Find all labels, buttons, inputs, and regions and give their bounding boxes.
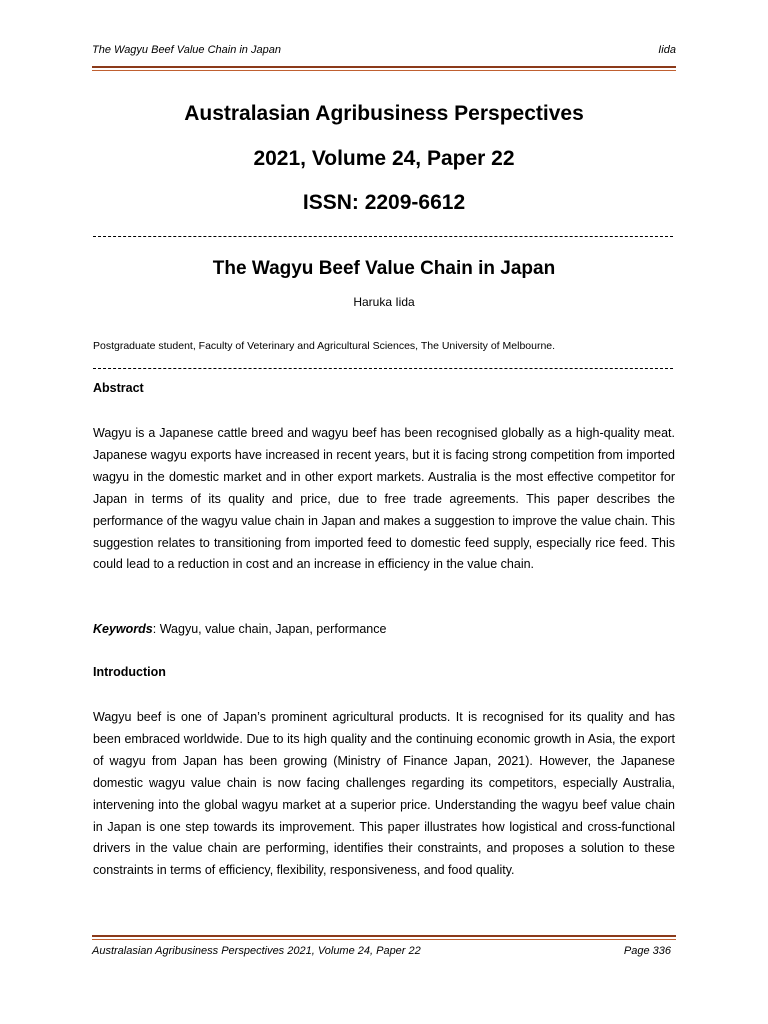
introduction-heading: Introduction (93, 665, 166, 679)
introduction-text: Wagyu beef is one of Japan’s prominent agricultural products. It is recognised for its quality and has been embraced worldwide. Due to its high quality and the continuing economic growth in Asia, the export of wagyu from Japan has been growing (Ministry of Finance Japan, 2021). However, the Japanese domestic wagyu value chain is now facing challenges regarding its competitors, especially Australia, intervening into the global wagyu market at a superior price. Understanding the wagyu beef value chain in Japan is one step towards its improvement. This paper illustrates how logistical and cross-functional drivers in the value chain are performing, identifies their constraints, and proposes a solution to these constraints in terms of efficiency, flexibility, responsiveness, and food quality. (93, 710, 675, 878)
footer-rule (92, 935, 676, 940)
keywords-label: Keywords (93, 622, 153, 636)
running-footer (92, 945, 671, 957)
author-affiliation: Postgraduate student, Faculty of Veterinary and Agricultural Sciences, The University of Melbourne. (93, 340, 556, 352)
running-header-title: The Wagyu Beef Value Chain in Japan (92, 44, 281, 56)
running-header (92, 44, 676, 56)
footer-journal-ref: Australasian Agribusiness Perspectives 2021, Volume 24, Paper 22 (92, 945, 421, 957)
header-rule (92, 66, 676, 71)
abstract-text: Wagyu is a Japanese cattle breed and wagyu beef has been recognised globally as a high-quality meat. Japanese wagyu exports have increased in recent years, but it is facing strong competition from imported wagyu in the domestic market and in other export markets. Australia is the most effective competitor for Japan in terms of its quality and price, due to free trade agreements. This paper describes the performance of the wagyu value chain in Japan and makes a suggestion to improve the value chain. This suggestion relates to transitioning from imported feed to domestic feed supply, especially rice feed. This could lead to a reduction in cost and an increase in efficiency in the value chain. (93, 426, 675, 572)
keywords-values: Wagyu, value chain, Japan, performance (156, 622, 387, 636)
abstract-heading: Abstract (93, 381, 144, 395)
journal-name: Australasian Agribusiness Perspectives (184, 102, 584, 125)
keywords-line (93, 622, 386, 636)
footer-page-number: Page 336 (623, 945, 671, 957)
journal-volume: 2021, Volume 24, Paper 22 (253, 147, 515, 170)
dashed-divider-bottom (93, 368, 673, 369)
paper-title: The Wagyu Beef Value Chain in Japan (212, 258, 556, 279)
paper-author: Haruka Iida (353, 295, 415, 309)
journal-issn: ISSN: 2209-6612 (302, 191, 466, 214)
dashed-divider-top (93, 236, 673, 237)
running-header-author: Iida (658, 44, 676, 56)
keywords-separator: : (152, 622, 157, 636)
